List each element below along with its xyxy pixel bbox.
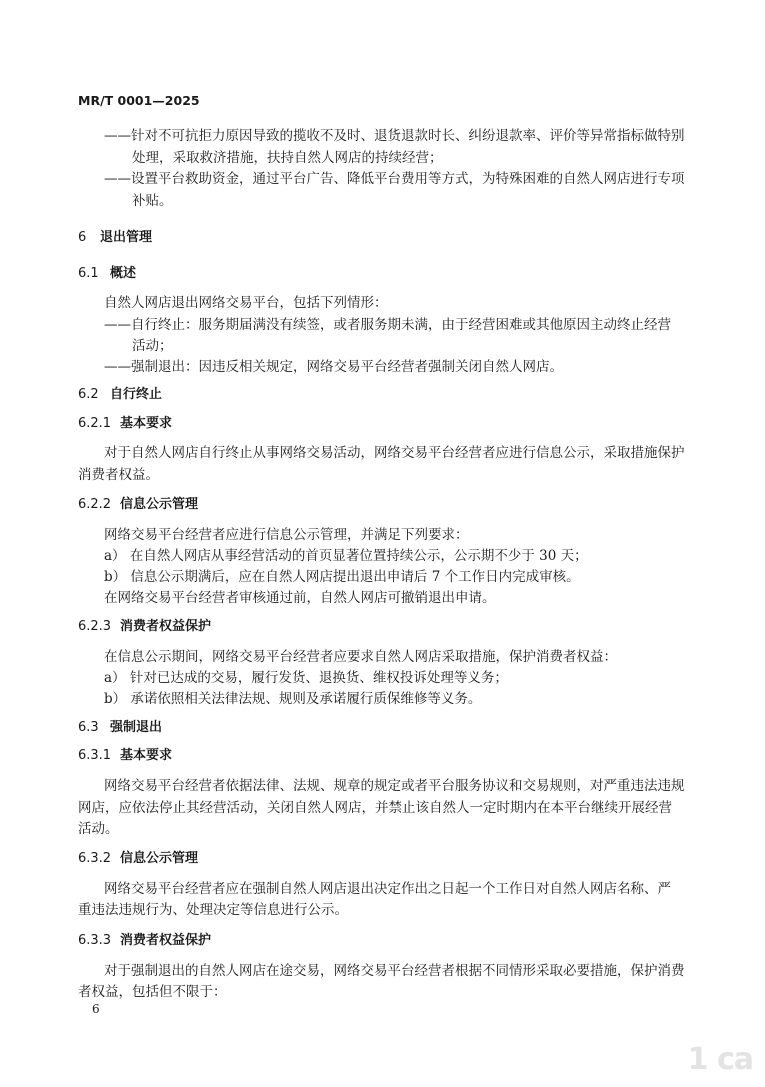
- section-title: 退出管理: [100, 230, 153, 245]
- list-item: b） 承诺依照相关法律法规、规则及承诺履行质保维修等义务。: [104, 691, 482, 707]
- paragraph-line: 消费者权益。: [78, 467, 159, 483]
- paragraph-line: 对于自然人网店自行终止从事网络交易活动，网络交易平台经营者应进行信息公示，采取措施保护: [104, 445, 685, 461]
- watermark-text: 1 ca: [687, 1042, 753, 1077]
- section-number: 6.3.1: [78, 748, 112, 763]
- dash-item-line: ——自行终止：服务期届满没有续签，或者服务期未满，由于经营困难或其他原因主动终止经营: [104, 317, 671, 333]
- section-number: 6: [78, 230, 87, 245]
- section-title: 基本要求: [120, 416, 173, 431]
- section-number: 6.1: [78, 266, 99, 281]
- paragraph-line: 网络交易平台经营者依据法律、法规、规章的规定或者平台服务协议和交易规则，对严重违法违规: [104, 778, 685, 794]
- section-title: 自行终止: [110, 387, 163, 402]
- paragraph-line: 网络交易平台经营者应进行信息公示管理，并满足下列要求：: [104, 527, 469, 543]
- paragraph-line: 对于强制退出的自然人网店在途交易，网络交易平台经营者根据不同情形采取必要措施，保护消费: [104, 963, 685, 979]
- dash-item-line: ——设置平台救助资金，通过平台广告、降低平台费用等方式，为特殊困难的自然人网店进行专项: [104, 171, 685, 187]
- dash-item-line: 补贴。: [132, 193, 173, 209]
- paragraph-line: 网络交易平台经营者应在强制自然人网店退出决定作出之日起一个工作日对自然人网店名称、严: [104, 881, 671, 897]
- section-number: 6.2.3: [78, 619, 112, 634]
- section-number: 6.3: [78, 720, 99, 735]
- section-number: 6.2.1: [78, 416, 112, 431]
- section-title: 强制退出: [110, 720, 163, 735]
- list-item: a） 针对已达成的交易，履行发货、退换货、维权投诉处理等义务；: [104, 670, 508, 686]
- paragraph-line: 在网络交易平台经营者审核通过前，自然人网店可撤销退出申请。: [104, 590, 496, 606]
- section-number: 6.3.2: [78, 851, 112, 866]
- section-title: 消费者权益保护: [120, 933, 212, 948]
- section-number: 6.2.2: [78, 497, 112, 512]
- paragraph-line: 网店，应依法停止其经营活动，关闭自然人网店，并禁止该自然人一定时期内在本平台继续开展经营: [78, 800, 672, 816]
- section-title: 基本要求: [120, 748, 173, 763]
- dash-item-line: ——强制退出：因违反相关规定，网络交易平台经营者强制关闭自然人网店。: [104, 359, 563, 375]
- section-title: 概述: [110, 266, 137, 281]
- list-item: a） 在自然人网店从事经营活动的首页显著位置持续公示，公示期不少于 30 天；: [104, 548, 588, 564]
- section-number: 6.3.3: [78, 933, 112, 948]
- paragraph-line: 活动。: [78, 821, 119, 837]
- section-number: 6.2: [78, 387, 99, 402]
- paragraph-line: 自然人网店退出网络交易平台，包括下列情形：: [104, 295, 388, 311]
- paragraph-line: 重违法违规行为、处理决定等信息进行公示。: [78, 902, 348, 918]
- dash-item-line: 处理，采取救济措施，扶持自然人网店的持续经营；: [132, 150, 443, 166]
- dash-item-line: ——针对不可抗拒力原因导致的揽收不及时、退货退款时长、纠纷退款率、评价等异常指标做特别: [104, 128, 685, 144]
- doc-code-header: MR/T 0001—2025: [78, 93, 200, 108]
- paragraph-line: 在信息公示期间，网络交易平台经营者应要求自然人网店采取措施，保护消费者权益：: [104, 649, 617, 665]
- list-item: b） 信息公示期满后，应在自然人网店提出退出申请后 7 个工作日内完成审核。: [104, 569, 580, 585]
- page-number: 6: [92, 1002, 100, 1016]
- dash-item-line: 活动；: [132, 338, 173, 354]
- watermark-logo: [688, 1042, 753, 1077]
- section-title: 消费者权益保护: [120, 619, 212, 634]
- section-title: 信息公示管理: [120, 851, 199, 866]
- paragraph-line: 者权益，包括但不限于：: [78, 984, 227, 1000]
- section-title: 信息公示管理: [120, 497, 199, 512]
